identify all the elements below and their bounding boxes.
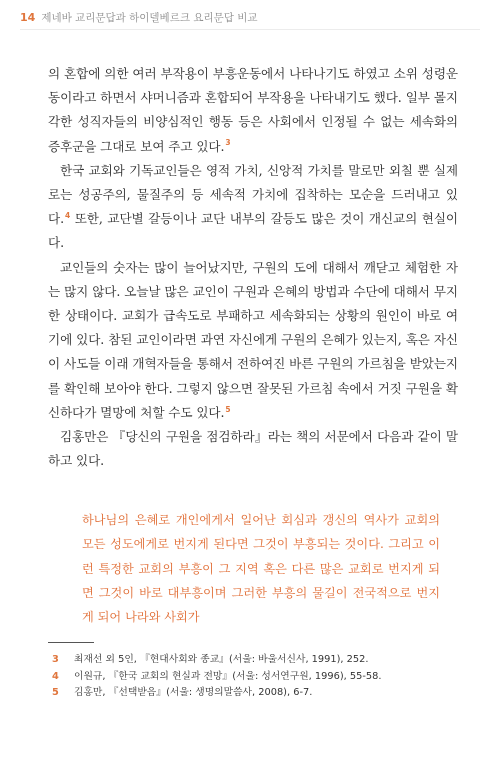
block-quote bbox=[82, 508, 440, 629]
paragraph-1-text: 의 혼합에 의한 여러 부작용이 부흥운동에서 나타나기도 하였고 소위 성령운동이라고 하면서 샤머니즘과 혼합되어 부작용을 나타내기도 했다. 일부 몰지각한 성직자들의 비양심적인 행동 등은 사회에서 인정될 수 없는 세속화의 증후군을 그대로 보여 주고 있다. bbox=[48, 66, 458, 154]
footnote-ref-3[interactable]: 3 bbox=[225, 138, 231, 148]
footnote-number: 4 bbox=[52, 670, 59, 682]
block-quote-text: 하나님의 은혜로 개인에게서 일어난 회심과 갱신의 역사가 교회의 모든 성도에게로 번지게 된다면 그것이 부흥되는 것이다. 그리고 이런 특정한 교회의 부흥이 그 지역 혹은 다른 많은 교회로 번지게 되면 그것이 바로 대부흥이며 그러한 부흥의 물길이 전국적으로 번지게 되어 나라와 사회가 bbox=[82, 513, 440, 625]
footnote-number: 5 bbox=[52, 687, 59, 698]
running-title: 제네바 교리문답과 하이델베르크 요리문답 비교 bbox=[41, 11, 258, 24]
footnote-text: 이원규, 『한국 교회의 현실과 전망』(서울: 성서연구원, 1996), 55-58. bbox=[74, 670, 382, 682]
paragraph-3-text: 교인들의 숫자는 많이 늘어났지만, 구원의 도에 대해서 깨닫고 체험한 자는 많지 않다. 오늘날 많은 교인이 구원과 은혜의 방법과 수단에 대해서 무지한 상태이다. 교회가 급속도로 부패하고 세속화되는 상황의 원인이 바로 여기에 있다. 참된 교인이라면 과연 자신에게 구원의 은혜가 있는지, 혹은 자신이 사도들 이래 개혁자들을 통해서 전하여진 바른 구원의 가르침을 받았는지를 확인해 보아야 한다. 그렇지 않으면 잘못된 가르침 속에서 거짓 구원을 확신하다가 멸망에 처할 수도 있다. bbox=[48, 259, 458, 420]
footnote-number: 3 bbox=[52, 654, 59, 665]
header-divider bbox=[20, 29, 480, 30]
footnote-item bbox=[52, 652, 460, 669]
footnotes bbox=[52, 652, 460, 702]
paragraph-2-text: 한국 교회와 기독교인들은 영적 가치, 신앙적 가치를 말로만 외칠 뿐 실제로는 성공주의, 물질주의 등 세속적 가치에 집착하는 모순을 드러내고 있다. bbox=[48, 162, 458, 227]
footnote-item bbox=[52, 685, 460, 702]
footnote-ref-5[interactable]: 5 bbox=[225, 404, 231, 414]
footnote-text: 김홍만, 『선택받음』(서울: 생명의말씀사, 2008), 6-7. bbox=[74, 687, 313, 698]
footnote-text: 최재선 외 5인, 『현대사회와 종교』(서울: 바울서신사, 1991), 252. bbox=[74, 654, 369, 665]
paragraph-2-rest: 또한, 교단별 갈등이나 교단 내부의 갈등도 많은 것이 개신교의 현실이다. bbox=[48, 211, 458, 251]
paragraph-4-text: 김홍만은 『당신의 구원을 점검하라』라는 책의 서문에서 다음과 같이 말하고 있다. bbox=[48, 429, 458, 469]
footnote-divider bbox=[48, 642, 94, 643]
paragraph-2 bbox=[48, 159, 458, 256]
paragraph-3 bbox=[48, 256, 458, 425]
body-text bbox=[48, 62, 458, 473]
footnote-ref-4[interactable]: 4 bbox=[64, 211, 71, 221]
running-header bbox=[20, 7, 480, 27]
paragraph-1 bbox=[48, 62, 458, 159]
footnote-item bbox=[52, 669, 460, 686]
paragraph-4 bbox=[48, 425, 458, 473]
page-number: 14 bbox=[20, 10, 36, 24]
